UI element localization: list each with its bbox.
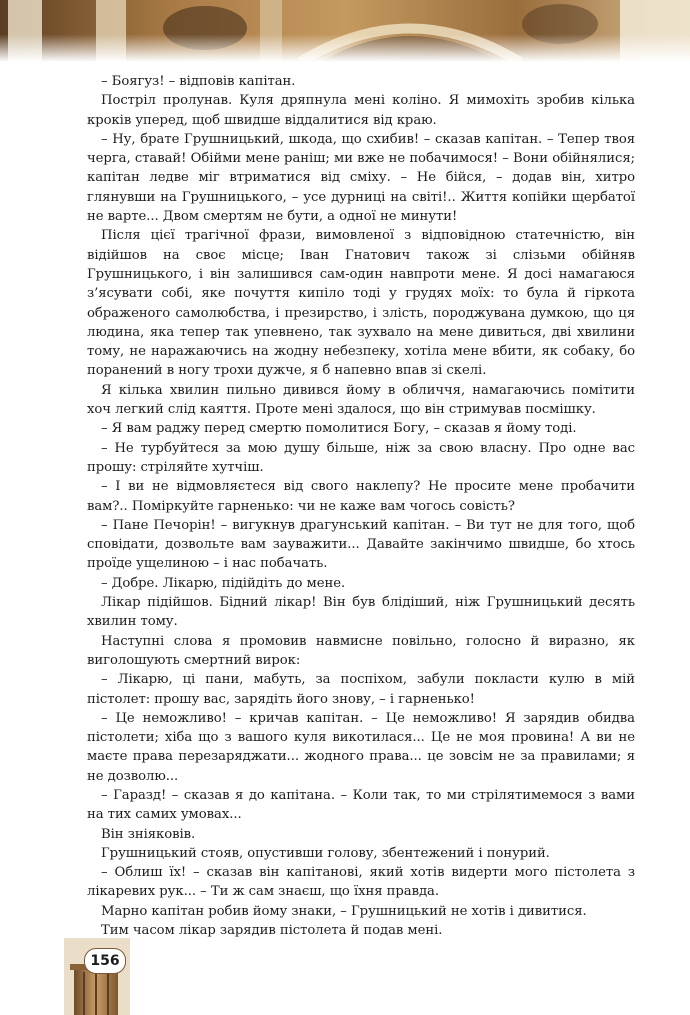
paragraph: Тим часом лікар зарядив пістолета й подав мені. [101,923,443,939]
page-number: 156 [84,948,126,974]
paragraph: – Добре. Лікарю, підійдіть до мене. [101,575,346,591]
body-text [87,72,635,940]
paragraph: – Не турбуйтеся за мою душу більше, ніж за свою власну. Про одне вас прошу: стріляйте хутчіш. [87,440,635,475]
paragraph: Він зніяковів. [101,826,196,842]
paragraph: – Облиш їх! – сказав він капітанові, який хотів видерти мого пістолета з лікаревих рук... – Ти ж сам знаєш, що їхня правда. [87,865,635,900]
paragraph: – Пане Печорін! – вигукнув драгунський капітан. – Ви тут не для того, щоб сповідати, дозвольте вам зауважити... Давайте закінчимо швидше, бо хтось проїде ущелиною – і нас побачать. [87,517,635,572]
paragraph: – Гаразд! – сказав я до капітана. – Коли так, то ми стрілятимемося з вами на тих самих умовах... [87,787,635,823]
paragraph: – Боягуз! – відповів капітан. [101,74,296,89]
paragraph: – Ну, брате Грушницький, шкода, що схибив! – сказав капітан. – Тепер твоя черга, ставай! Обійми мене раніш; ми вже не побачимося! – Вони обійнялися; капітан ледве міг втриматися від сміху. – Не бійся, – додав він, хитро глянувши на Грушницького, – усе дурниці на світі!.. Життя копійки щербатої не варте... Двом смертям не бути, а одної не минути! [87,131,635,225]
paragraph: Після цієї трагічної фрази, вимовленої з відповідною статечністю, він відійшов на своє місце; Іван Гнатович також зі слізьми обійняв Грушницького, і він залишився сам-один навпроти мене. Я досі намагаюся з’ясувати собі, яке почуття кипіло тоді у грудях моїх: то була й гіркота ображеного самолюбства, і презирство, і злість, породжувана думкою, що ця людина, яка тепер так упевнено, так зухвало на мене дивиться, дві хвилини тому, не наражаючись на жодну небезпеку, хотіла мене вбити, як собаку, бо поранений в ногу трохи дужче, я б напевно впав зі скелі. [87,228,635,379]
header-decorative-image [0,0,690,62]
paragraph: – Я вам раджу перед смертю помолитися Богу, – сказав я йому тоді. [101,421,577,437]
paragraph: Наступні слова я промовив навмисне повільно, голосно й виразно, як виголошують смертний вирок: [87,633,635,668]
paragraph: Грушницький стояв, опустивши голову, збентежений і понурий. [101,845,550,861]
paragraph: – І ви не відмовляєтеся від свого наклепу? Не просите мене пробачити вам?.. Поміркуйте гарненько: чи не каже вам чогось совість? [87,479,635,514]
paragraph: Лікар підійшов. Бідний лікар! Він був блідіший, ніж Грушницький десять хвилин тому. [87,595,635,630]
paragraph: Я кілька хвилин пильно дивився йому в обличчя, намагаючись помітити хоч легкий слід каяття. Проте мені здалося, що він стримував посмішку. [87,382,635,418]
paragraph: – Це неможливо! – кричав капітан. – Це неможливо! Я зарядив обидва пістолети; хіба що з вашого куля викотилася... Це не моя провина! А ви не маєте права перезаряджати... жодного права... це зовсім не за правилами; я не дозволю... [87,710,635,784]
paragraph: Марно капітан робив йому знаки, – Грушницький не хотів і дивитися. [101,903,587,919]
paragraph: – Лікарю, ці пани, мабуть, за поспіхом, забули покласти кулю в мій пістолет: прошу вас, зарядіть його знову, – і гарненько! [87,672,635,707]
paragraph: Постріл пролунав. Куля дряпнула мені коліно. Я мимохіть зробив кілька кроків уперед, щоб швидше віддалитися від краю. [87,93,635,128]
